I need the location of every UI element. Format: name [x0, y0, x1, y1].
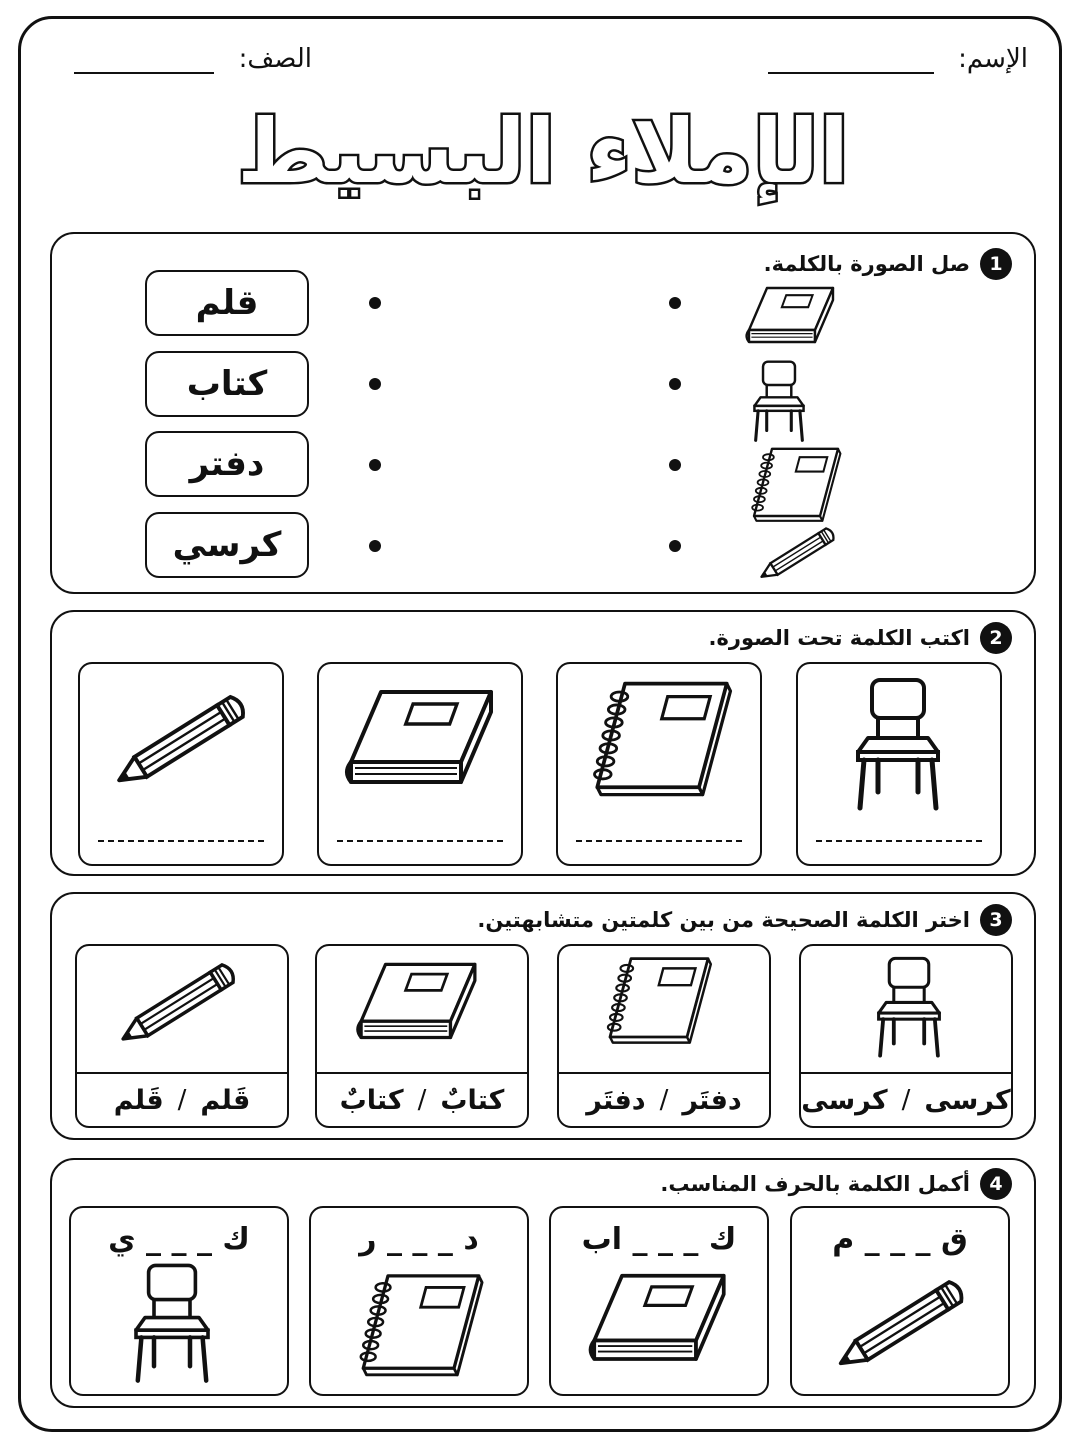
book-icon — [353, 956, 483, 1054]
book-icon — [585, 1266, 733, 1378]
book-icon — [738, 282, 844, 354]
section-number: 4 — [980, 1168, 1012, 1200]
section-instruction: صل الصورة بالكلمة. — [763, 252, 970, 276]
choice-card — [75, 944, 289, 1128]
book-icon — [341, 682, 501, 802]
word-box: دفتر — [145, 431, 309, 497]
picture-dot[interactable] — [669, 378, 681, 390]
word-pattern: ق _ _ _ م — [832, 1222, 968, 1257]
choice-option[interactable]: دفتَر — [586, 1084, 646, 1116]
choice-option[interactable]: كرسى — [924, 1084, 1011, 1116]
section-instruction: اختر الكلمة الصحيحة من بين كلمتين متشابهتين. — [477, 908, 970, 932]
section-3-header — [477, 904, 1012, 936]
write-card — [556, 662, 762, 866]
class-line[interactable] — [74, 72, 214, 74]
choice-option[interactable]: دفتَر — [682, 1084, 742, 1116]
complete-card — [69, 1206, 289, 1396]
write-card — [317, 662, 523, 866]
section-complete — [50, 1158, 1036, 1408]
choice-separator: / — [659, 1085, 669, 1115]
choice-bar — [317, 1072, 527, 1126]
section-2-header — [709, 622, 1013, 654]
section-4-header — [660, 1168, 1012, 1200]
write-line[interactable] — [98, 840, 264, 842]
write-line[interactable] — [337, 840, 503, 842]
choice-separator: / — [177, 1085, 187, 1115]
chair-icon — [127, 1260, 217, 1386]
choice-card — [799, 944, 1013, 1128]
notebook-icon — [588, 676, 736, 806]
choice-option[interactable]: قَلم — [200, 1084, 251, 1116]
notebook-icon — [355, 1266, 487, 1388]
chair-icon — [848, 674, 948, 814]
section-choose — [50, 892, 1036, 1140]
choice-option[interactable]: قَلم — [113, 1084, 164, 1116]
write-line[interactable] — [816, 840, 982, 842]
chair-icon — [871, 952, 947, 1062]
section-1-header — [764, 248, 1012, 280]
notebook-icon — [603, 952, 715, 1052]
choice-bar — [801, 1072, 1011, 1126]
choice-card — [557, 944, 771, 1128]
word-pattern: ك _ _ _ اب — [581, 1222, 737, 1257]
choice-card — [315, 944, 529, 1128]
choice-bar — [559, 1072, 769, 1126]
section-number: 3 — [980, 904, 1012, 936]
pencil-icon — [744, 520, 852, 588]
write-card — [796, 662, 1002, 866]
name-label: الإسم: — [958, 44, 1028, 74]
section-number: 1 — [980, 248, 1012, 280]
picture-dot[interactable] — [669, 459, 681, 471]
chair-icon — [744, 358, 814, 444]
word-pattern: ك _ _ _ ي — [108, 1222, 250, 1257]
word-dot[interactable] — [369, 297, 381, 309]
complete-card — [549, 1206, 769, 1396]
notebook-icon — [746, 444, 846, 528]
word-box: كرسي — [145, 512, 309, 578]
section-write — [50, 610, 1036, 876]
write-card — [78, 662, 284, 866]
choice-option[interactable]: كتابٌ — [440, 1084, 505, 1116]
section-match — [50, 232, 1036, 594]
picture-dot[interactable] — [669, 540, 681, 552]
pencil-icon — [826, 1268, 978, 1382]
choice-option[interactable]: كرسى — [801, 1084, 888, 1116]
word-box: كتاب — [145, 351, 309, 417]
choice-option[interactable]: كتابٌ — [339, 1084, 404, 1116]
word-dot[interactable] — [369, 378, 381, 390]
picture-dot[interactable] — [669, 297, 681, 309]
complete-card — [309, 1206, 529, 1396]
name-line[interactable] — [768, 72, 934, 74]
choice-separator: / — [417, 1085, 427, 1115]
choice-separator: / — [901, 1085, 911, 1115]
write-line[interactable] — [576, 840, 742, 842]
word-box: قلم — [145, 270, 309, 336]
word-dot[interactable] — [369, 540, 381, 552]
section-number: 2 — [980, 622, 1012, 654]
section-instruction: اكتب الكلمة تحت الصورة. — [708, 626, 970, 650]
page-title: الإملاء البسيط — [236, 100, 849, 203]
section-instruction: أكمل الكلمة بالحرف المناسب. — [660, 1172, 970, 1196]
complete-card — [790, 1206, 1010, 1396]
word-pattern: د _ _ _ ر — [359, 1222, 479, 1257]
class-label: الصف: — [238, 44, 312, 74]
pencil-icon — [109, 952, 249, 1056]
pencil-icon — [104, 682, 260, 800]
choice-bar — [77, 1072, 287, 1126]
word-dot[interactable] — [369, 459, 381, 471]
